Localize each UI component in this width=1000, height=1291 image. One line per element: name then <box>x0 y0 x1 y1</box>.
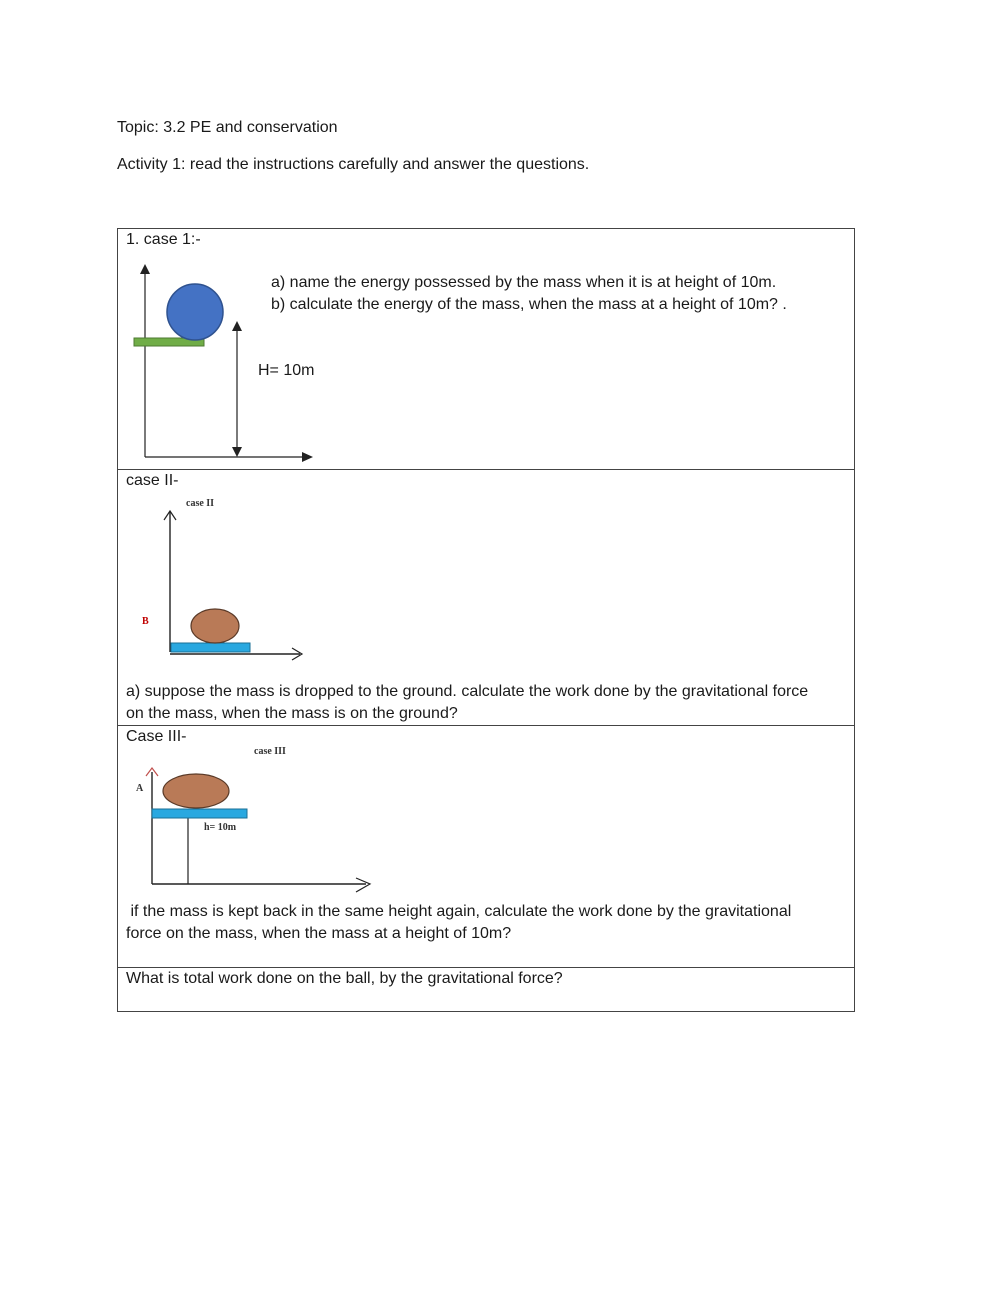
case2-question-line2: on the mass, when the mass is on the ground? <box>126 705 458 722</box>
case3-point-label: A <box>136 783 144 794</box>
case3-height-label: h= 10m <box>204 822 237 833</box>
topic-heading: Topic: 3.2 PE and conservation <box>117 119 338 136</box>
case3-platform <box>152 809 247 818</box>
final-question: What is total work done on the ball, by the gravitational force? <box>126 970 563 987</box>
case3-question-line1: if the mass is kept back in the same height again, calculate the work done by the gravitational <box>126 903 792 920</box>
case3-diagram-title: case III <box>254 746 286 757</box>
case2-question-line1: a) suppose the mass is dropped to the ground. calculate the work done by the gravitational force <box>126 683 809 700</box>
case3-ball <box>163 774 229 808</box>
case1-height-label: H= 10m <box>258 362 315 379</box>
case2-diagram-title: case II <box>186 498 215 509</box>
case2-heading: case II- <box>126 472 179 489</box>
case3-x-axis-arrow <box>356 878 370 892</box>
case2-point-label: B <box>142 616 149 627</box>
case3-question-line2: force on the mass, when the mass at a height of 10m? <box>126 925 512 942</box>
case1-heading: 1. case 1:- <box>126 231 201 248</box>
activity-instructions: Activity 1: read the instructions carefully and answer the questions. <box>117 156 590 173</box>
case3-heading: Case III- <box>126 728 187 745</box>
case1-question-a: a) name the energy possessed by the mass when it is at height of 10m. <box>271 274 777 291</box>
case1-question-b: b) calculate the energy of the mass, when the mass at a height of 10m? . <box>271 296 787 313</box>
